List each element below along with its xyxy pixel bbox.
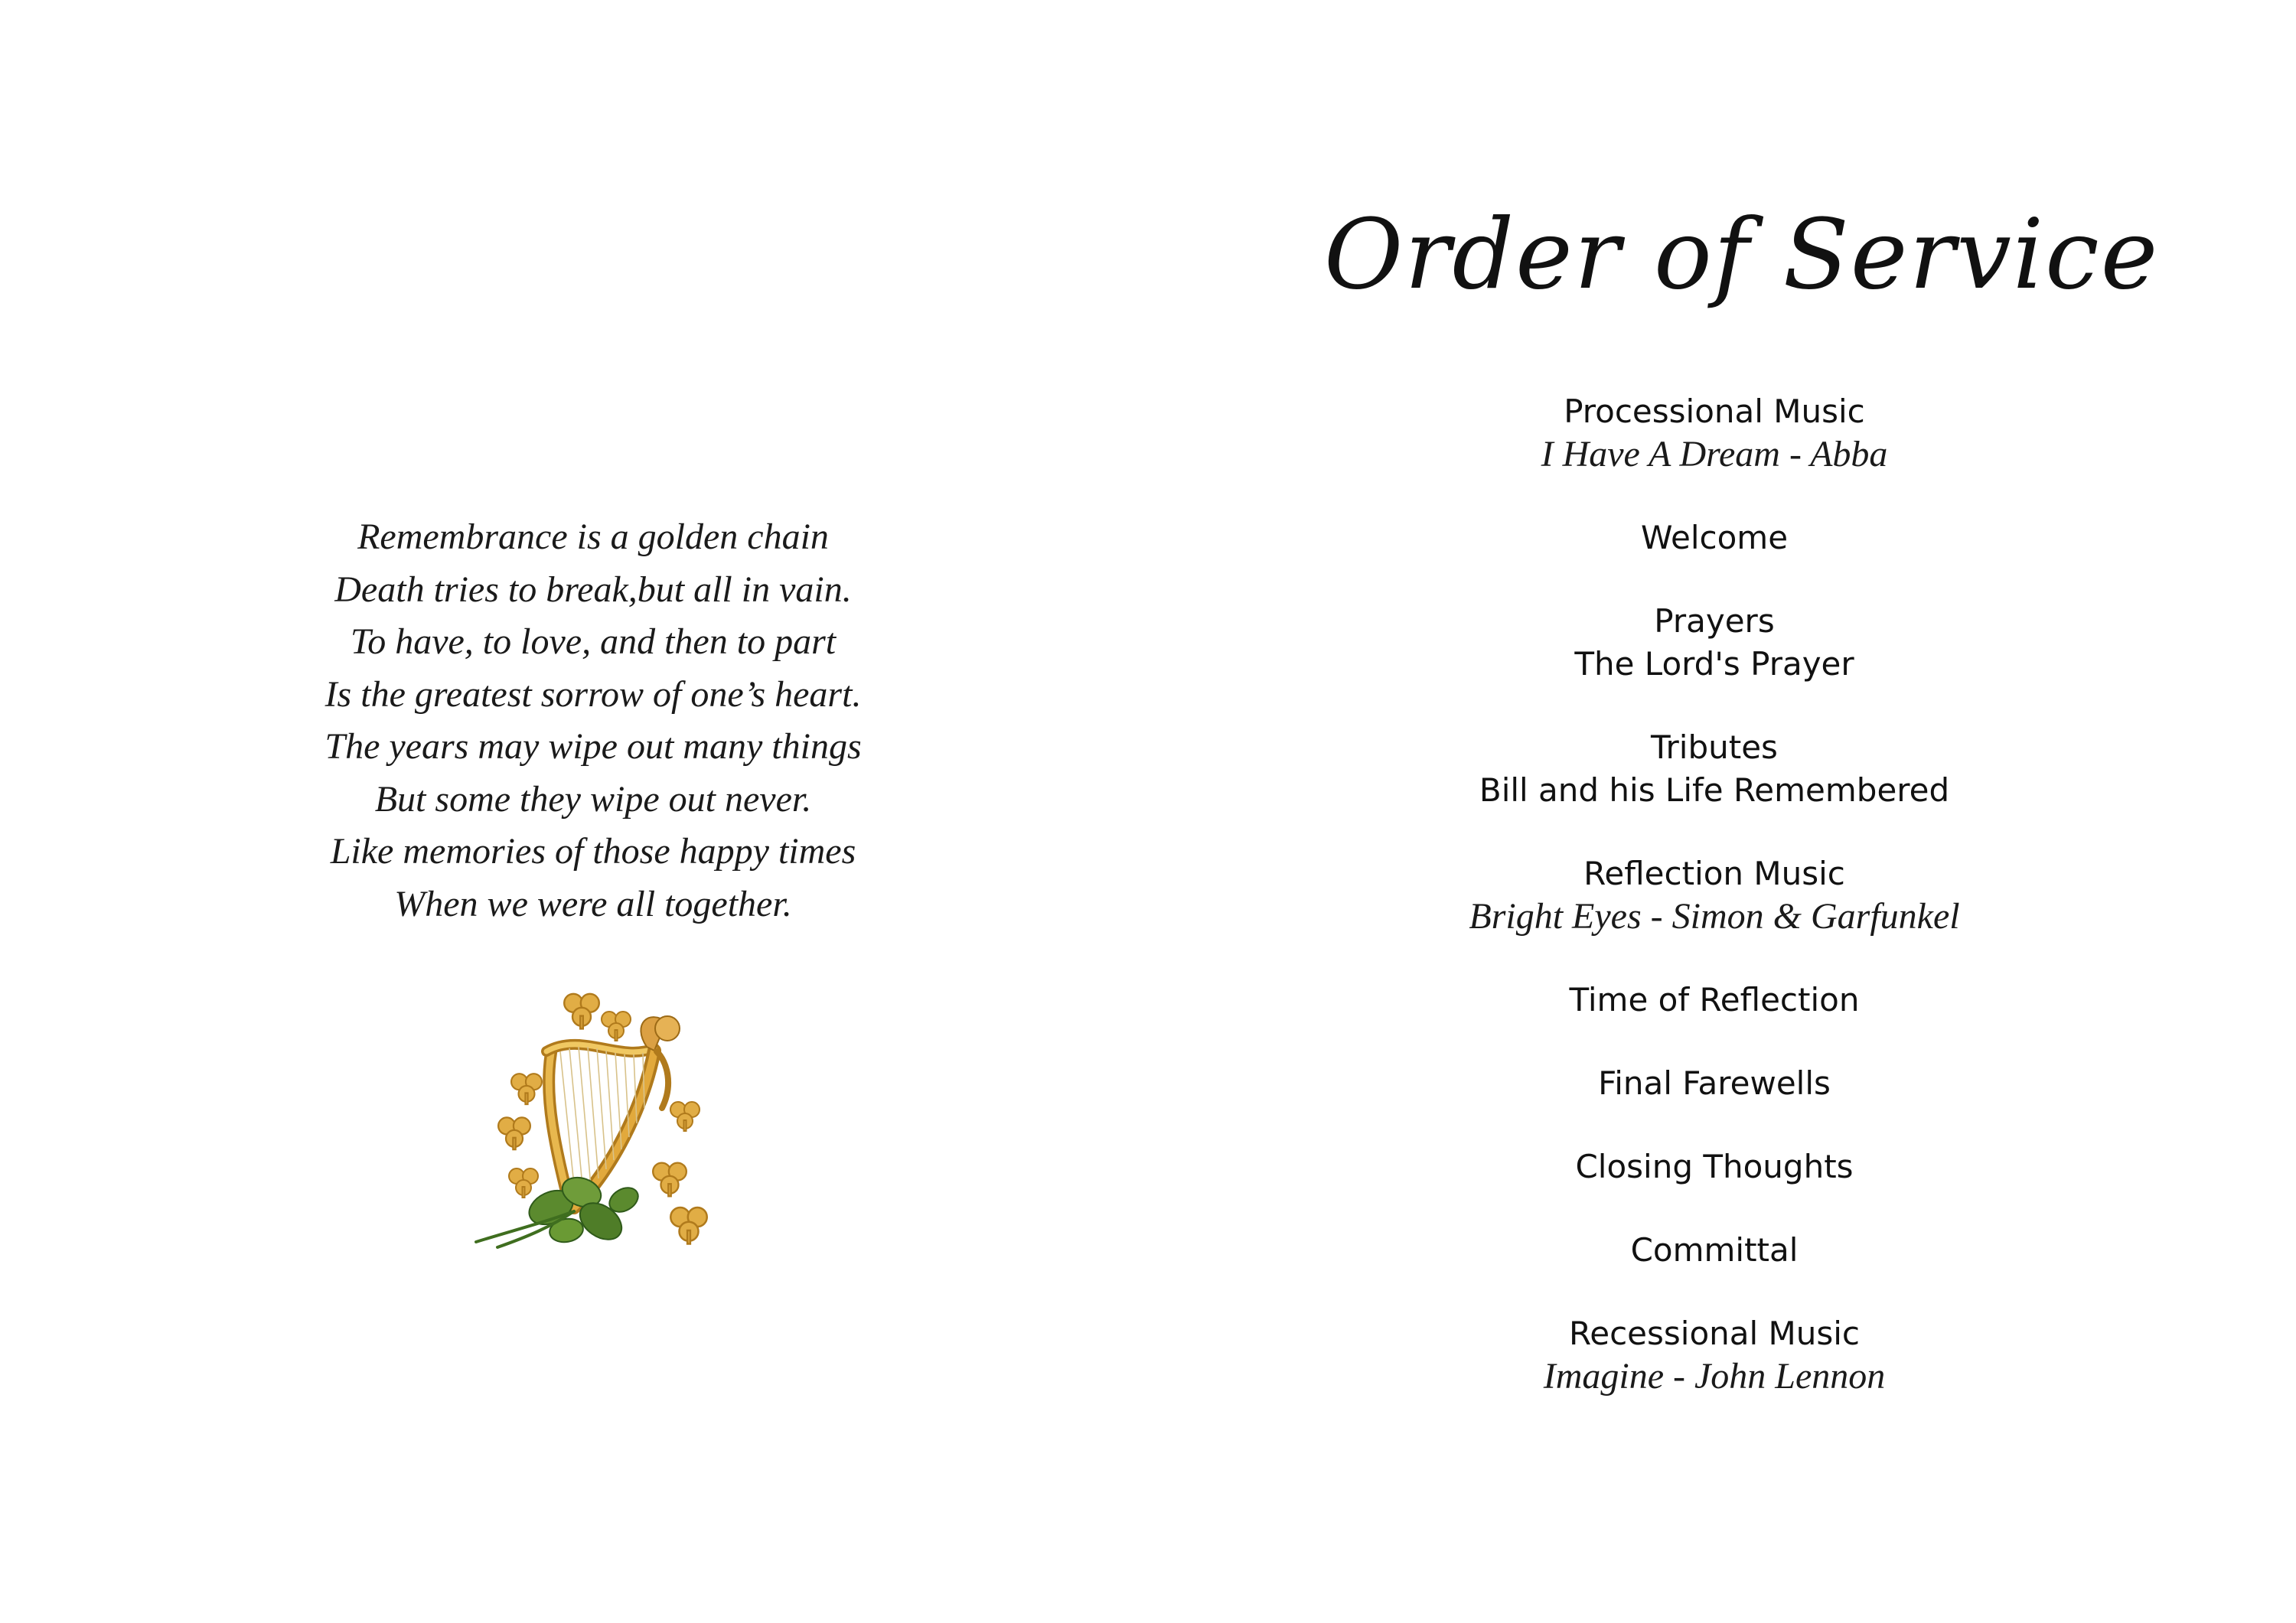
poem-line: Like memories of those happy times (330, 831, 856, 872)
remembrance-poem (191, 511, 995, 930)
program-item-title: Committal (1630, 1231, 1799, 1269)
program-item (1324, 1312, 2105, 1398)
service-program (1324, 390, 2105, 1439)
program-item-title: Prayers (1654, 602, 1775, 640)
poem-line: To have, to love, and then to part (350, 621, 837, 662)
program-item-detail: Bright Eyes - Simon & Garfunkel (1469, 896, 1960, 937)
program-item (1324, 852, 2105, 938)
program-item (1324, 1229, 2105, 1272)
program-item (1324, 1062, 2105, 1105)
program-item-detail: Imagine - John Lennon (1543, 1356, 1886, 1396)
program-item-detail: I Have A Dream - Abba (1541, 434, 1888, 474)
program-item (1324, 979, 2105, 1022)
program-item (1324, 517, 2105, 559)
program-item-title: Final Farewells (1598, 1064, 1831, 1102)
program-item-title: Recessional Music (1568, 1315, 1861, 1352)
program-item (1324, 390, 2105, 476)
poem-line: Death tries to break,but all in vain. (334, 569, 852, 610)
program-item-title: Closing Thoughts (1575, 1148, 1854, 1185)
poem-line: When we were all together. (394, 883, 792, 924)
poem-line: Remembrance is a golden chain (357, 517, 829, 557)
right-page (1148, 0, 2296, 1623)
poem-line: Is the greatest sorrow of one’s heart. (325, 673, 862, 715)
program-item-title: Time of Reflection (1569, 981, 1860, 1018)
program-item-title: Tributes (1651, 728, 1778, 766)
page-title: Order of Service (1324, 198, 2160, 311)
harp-with-shamrocks-icon (467, 978, 727, 1253)
program-item-title: Welcome (1640, 519, 1789, 556)
program-item (1324, 1146, 2105, 1188)
poem-line: But some they wipe out never. (374, 778, 812, 820)
poem-line: The years may wipe out many things (325, 726, 862, 767)
program-item-detail: The Lord's Prayer (1574, 645, 1854, 683)
program-item-title: Reflection Music (1583, 855, 1845, 892)
program-item-detail: Bill and his Life Remembered (1479, 771, 1950, 809)
program-item-title: Processional Music (1564, 393, 1865, 430)
program-item (1324, 600, 2105, 686)
program-item (1324, 726, 2105, 812)
